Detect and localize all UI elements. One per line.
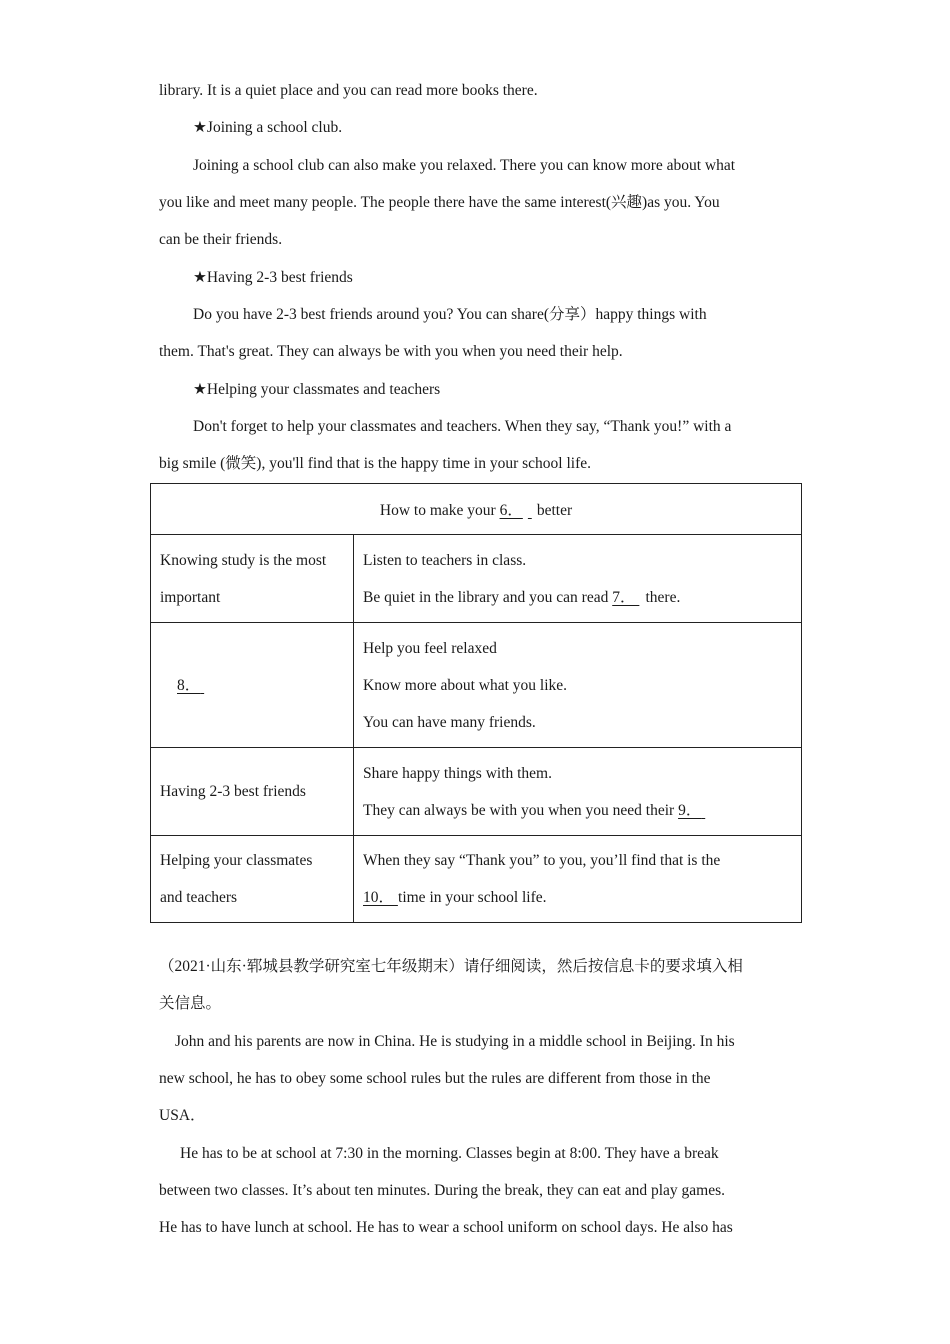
passage-line: Do you have 2-3 best friends around you? You can share(分享）happy things with [193,306,707,323]
row-detail-cell: When they say “Thank you” to you, you’ll find that is the 10． time in your school life. [354,836,802,923]
passage-line: Joining a school club can also make you relaxed. There you can know more about what [193,157,736,174]
heading-helping: ★ Helping your classmates and teachers [193,380,440,400]
question-instruction: 关信息。 [159,995,222,1012]
passage-line: between two classes. It’s about ten minutes. During the break, they can eat and play games. [159,1182,726,1199]
table-header-cell: How to make your 6． better [151,484,802,535]
passage-line: He has to have lunch at school. He has to wear a school uniform on school days. He also has [159,1219,733,1236]
table-row [151,535,802,623]
passage-line: new school, he has to obey some school rules but the rules are different from those in the [159,1070,711,1087]
table-row [151,748,802,836]
passage-line: can be their friends. [159,231,283,248]
blank-10[interactable]: 10． [363,889,395,906]
table-row [151,836,802,923]
passage-line: them. That's great. They can always be with you when you need their help. [159,343,623,360]
passage-line: library. It is a quiet place and you can read more books there. [159,82,538,99]
blank-6[interactable]: 6． [499,502,523,519]
passage-line: He has to be at school at 7:30 in the morning. Classes begin at 8:00. They have a break [180,1145,719,1162]
passage-line: you like and meet many people. The people there have the same interest(兴趣)as you. You [159,194,720,211]
row-label-cell: Helping your classmates and teachers [151,836,354,923]
row-detail-cell: Listen to teachers in class. Be quiet in the library and you can read 7． there. [354,535,802,623]
passage-line: Don't forget to help your classmates and teachers. When they say, “Thank you!” with a [193,418,732,435]
row-label-cell [151,623,354,748]
blank-7[interactable]: 7． [612,588,636,606]
row-detail-cell: Help you feel relaxed Know more about what you like. You can have many friends. [354,623,802,748]
row-detail-cell: Share happy things with them. They can always be with you when you need their 9． [354,748,802,836]
info-table [150,483,802,923]
blank-9[interactable]: 9． [678,801,702,819]
row-label-cell: Having 2-3 best friends [151,748,354,836]
passage-line: John and his parents are now in China. He is studying in a middle school in Beijing. In his [175,1033,735,1050]
blank-8[interactable]: 8． [177,676,201,694]
heading-best-friends: ★ Having 2-3 best friends [193,268,353,288]
row-label-cell: Knowing study is the most important [151,535,354,623]
passage-line: big smile (微笑), you'll find that is the happy time in your school life. [159,455,591,472]
question-source: （2021·山东·郓城县教学研究室七年级期末）请仔细阅读，然后按信息卡的要求填入相 [159,958,743,975]
heading-joining-club: ★ Joining a school club. [193,118,342,138]
table-header-row [151,484,802,535]
passage-line: USA． [159,1107,206,1124]
table-row [151,623,802,748]
